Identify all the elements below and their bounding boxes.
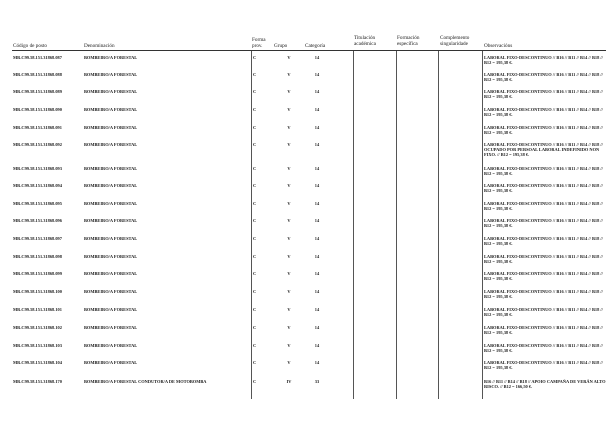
row-code: MR.C99.58.151.31868.100: [13, 289, 62, 294]
row-observacions: LABORAL FIXO-DESCONTINUO // B16 // B11 // B14 // B18 // B12 = 195,38 €.: [484, 271, 603, 282]
header-complemento: [440, 35, 469, 47]
row-observacions: B16 // B11 // B14 // B18 // APOIO CAMPAÑA DE VERÁN ALTO RISCO. // B12 = 166,50 €.: [484, 379, 606, 390]
row-forma: C: [253, 72, 257, 77]
header-complemento-line2: singularidade: [440, 41, 468, 47]
row-code: MR.C99.58.151.31868.088: [13, 72, 62, 77]
row-categoria: 14: [314, 271, 320, 276]
row-grupo: V: [287, 307, 291, 312]
row-code: MR.C99.58.151.31868.101: [13, 307, 62, 312]
row-categoria: 14: [314, 89, 320, 94]
row-categoria: 33: [314, 379, 320, 384]
table-row: [0, 142, 615, 164]
row-categoria: 14: [314, 236, 320, 241]
row-forma: C: [253, 125, 257, 130]
row-denomination: BOMBEIRO/A FORESTAL: [84, 325, 138, 330]
row-forma: C: [253, 379, 257, 384]
row-denomination: BOMBEIRO/A FORESTAL CONDUTOR/A DE MOTOBOMBA: [84, 379, 207, 384]
row-denomination: BOMBEIRO/A FORESTAL: [84, 343, 138, 348]
row-observacions: LABORAL FIXO-DESCONTINUO // B16 // B11 // B14 // B18 // B12 = 195,38 €.: [484, 236, 603, 247]
row-forma: C: [253, 289, 257, 294]
row-code: MR.C99.58.151.31868.087: [13, 55, 62, 60]
row-observacions: LABORAL FIXO-DESCONTINUO // B16 // B11 // B14 // B18 // B12 = 195,38 €.: [484, 166, 603, 177]
row-grupo: V: [287, 72, 291, 77]
row-code: MR.C99.58.151.31868.170: [13, 379, 62, 384]
row-grupo: V: [287, 343, 291, 348]
header-forma-line1: Forma: [252, 37, 266, 43]
row-forma: C: [253, 89, 257, 94]
row-categoria: 14: [314, 125, 320, 130]
header-formacion: [397, 35, 419, 47]
row-categoria: 14: [314, 72, 320, 77]
row-denomination: BOMBEIRO/A FORESTAL: [84, 89, 138, 94]
row-grupo: V: [287, 325, 291, 330]
row-forma: C: [253, 201, 257, 206]
row-grupo: V: [287, 201, 291, 206]
row-observacions: LABORAL FIXO-DESCONTINUO // B16 // B11 // B14 // B18 // B12 = 195,38 €.: [484, 183, 603, 194]
row-code: MR.C99.58.151.31868.098: [13, 254, 62, 259]
row-grupo: IV: [286, 379, 292, 384]
row-denomination: BOMBEIRO/A FORESTAL: [84, 254, 138, 259]
row-grupo: V: [287, 142, 291, 147]
row-denomination: BOMBEIRO/A FORESTAL: [84, 218, 138, 223]
row-forma: C: [253, 236, 257, 241]
row-forma: C: [253, 307, 257, 312]
row-denomination: BOMBEIRO/A FORESTAL: [84, 360, 138, 365]
row-grupo: V: [287, 236, 291, 241]
row-observacions: LABORAL FIXO-DESCONTINUO // B16 // B11 // B14 // B18 // OCUPADO POR PERSOAL LABORAL INDEFINIDO NON FIXO. // B12 = 195,38 €.: [484, 142, 603, 158]
row-code: MR.C99.58.151.31868.096: [13, 218, 62, 223]
row-categoria: 14: [314, 107, 320, 112]
header-categoria: Categoría: [305, 43, 326, 49]
row-categoria: 14: [314, 307, 320, 312]
row-code: MR.C99.58.151.31868.099: [13, 271, 62, 276]
row-forma: C: [253, 271, 257, 276]
row-forma: C: [253, 55, 257, 60]
row-code: MR.C99.58.151.31868.090: [13, 107, 62, 112]
row-forma: C: [253, 360, 257, 365]
row-observacions: LABORAL FIXO-DESCONTINUO // B16 // B11 // B14 // B18 // B12 = 195,38 €.: [484, 89, 603, 100]
row-observacions: LABORAL FIXO-DESCONTINUO // B16 // B11 // B14 // B18 // B12 = 195,38 €.: [484, 107, 603, 118]
row-code: MR.C99.58.151.31868.093: [13, 166, 62, 171]
row-categoria: 14: [314, 325, 320, 330]
header-titulacion-line1: Titulación: [354, 35, 376, 41]
row-observacions: LABORAL FIXO-DESCONTINUO // B16 // B11 // B14 // B18 // B12 = 195,38 €.: [484, 125, 603, 136]
row-code: MR.C99.58.151.31868.094: [13, 183, 62, 188]
row-grupo: V: [287, 107, 291, 112]
header-formacion-line2: específica: [397, 41, 418, 47]
row-observacions: LABORAL FIXO-DESCONTINUO // B16 // B11 // B14 // B18 // B12 = 195,38 €.: [484, 307, 603, 318]
row-denomination: BOMBEIRO/A FORESTAL: [84, 307, 138, 312]
row-observacions: LABORAL FIXO-DESCONTINUO // B16 // B11 // B14 // B18 // B12 = 195,38 €.: [484, 325, 603, 336]
row-grupo: V: [287, 289, 291, 294]
header-titulacion: [354, 35, 376, 47]
row-denomination: BOMBEIRO/A FORESTAL: [84, 72, 138, 77]
header-complemento-line1: Complemento: [440, 35, 470, 41]
row-forma: C: [253, 218, 257, 223]
row-code: MR.C99.58.151.31868.097: [13, 236, 62, 241]
row-categoria: 14: [314, 343, 320, 348]
row-code: MR.C99.58.151.31868.091: [13, 125, 62, 130]
row-observacions: LABORAL FIXO-DESCONTINUO // B16 // B11 // B14 // B18 // B12 = 195,38 €.: [484, 343, 603, 354]
header-grupo: Grupo: [274, 43, 288, 49]
row-denomination: BOMBEIRO/A FORESTAL: [84, 201, 138, 206]
header-formacion-line1: Formación: [397, 35, 420, 41]
row-grupo: V: [287, 360, 291, 365]
header-codigo: Código de posto: [13, 43, 48, 49]
row-forma: C: [253, 343, 257, 348]
row-denomination: BOMBEIRO/A FORESTAL: [84, 183, 138, 188]
table-row: [0, 379, 615, 401]
row-categoria: 14: [314, 142, 320, 147]
row-categoria: 14: [314, 183, 320, 188]
row-code: MR.C99.58.151.31868.102: [13, 325, 62, 330]
row-grupo: V: [287, 183, 291, 188]
row-grupo: V: [287, 254, 291, 259]
header-forma: [252, 37, 266, 49]
row-observacions: LABORAL FIXO-DESCONTINUO // B16 // B11 // B14 // B18 // B12 = 195,38 €.: [484, 254, 603, 265]
row-denomination: BOMBEIRO/A FORESTAL: [84, 125, 138, 130]
row-denomination: BOMBEIRO/A FORESTAL: [84, 236, 138, 241]
row-categoria: 14: [314, 55, 320, 60]
row-grupo: V: [287, 89, 291, 94]
row-categoria: 14: [314, 289, 320, 294]
row-grupo: V: [287, 271, 291, 276]
row-code: MR.C99.58.151.31868.089: [13, 89, 62, 94]
row-categoria: 14: [314, 218, 320, 223]
row-forma: C: [253, 166, 257, 171]
row-denomination: BOMBEIRO/A FORESTAL: [84, 55, 138, 60]
row-observacions: LABORAL FIXO-DESCONTINUO // B16 // B11 // B14 // B18 // B12 = 195,38 €.: [484, 72, 603, 83]
row-grupo: V: [287, 55, 291, 60]
row-forma: C: [253, 254, 257, 259]
header-denominacion: Denominación: [84, 43, 115, 49]
row-denomination: BOMBEIRO/A FORESTAL: [84, 289, 138, 294]
header-titulacion-line2: académica: [354, 41, 376, 47]
row-grupo: V: [287, 166, 291, 171]
row-observacions: LABORAL FIXO-DESCONTINUO // B16 // B11 // B14 // B18 // B12 = 195,38 €.: [484, 289, 603, 300]
row-forma: C: [253, 142, 257, 147]
row-observacions: LABORAL FIXO-DESCONTINUO // B16 // B11 // B14 // B18 // B12 = 195,38 €.: [484, 55, 603, 66]
row-denomination: BOMBEIRO/A FORESTAL: [84, 107, 138, 112]
row-observacions: LABORAL FIXO-DESCONTINUO // B16 // B11 // B14 // B18 // B12 = 195,38 €.: [484, 360, 603, 371]
row-categoria: 14: [314, 201, 320, 206]
row-code: MR.C99.58.151.31868.092: [13, 142, 62, 147]
row-denomination: BOMBEIRO/A FORESTAL: [84, 166, 138, 171]
row-denomination: BOMBEIRO/A FORESTAL: [84, 142, 138, 147]
header-observacions: Observacións: [484, 43, 513, 49]
row-categoria: 14: [314, 360, 320, 365]
row-code: MR.C99.58.151.31868.095: [13, 201, 62, 206]
row-observacions: LABORAL FIXO-DESCONTINUO // B16 // B11 // B14 // B18 // B12 = 195,38 €.: [484, 201, 603, 212]
row-code: MR.C99.58.151.31868.104: [13, 360, 62, 365]
row-code: MR.C99.58.151.31868.103: [13, 343, 62, 348]
row-observacions: LABORAL FIXO-DESCONTINUO // B16 // B11 // B14 // B18 // B12 = 195,38 €.: [484, 218, 603, 229]
row-grupo: V: [287, 218, 291, 223]
row-forma: C: [253, 183, 257, 188]
row-grupo: V: [287, 125, 291, 130]
row-denomination: BOMBEIRO/A FORESTAL: [84, 271, 138, 276]
header-forma-line2: prov.: [252, 43, 263, 49]
header-rule: [12, 50, 606, 51]
row-categoria: 14: [314, 254, 320, 259]
row-forma: C: [253, 107, 257, 112]
row-categoria: 14: [314, 166, 320, 171]
row-forma: C: [253, 325, 257, 330]
